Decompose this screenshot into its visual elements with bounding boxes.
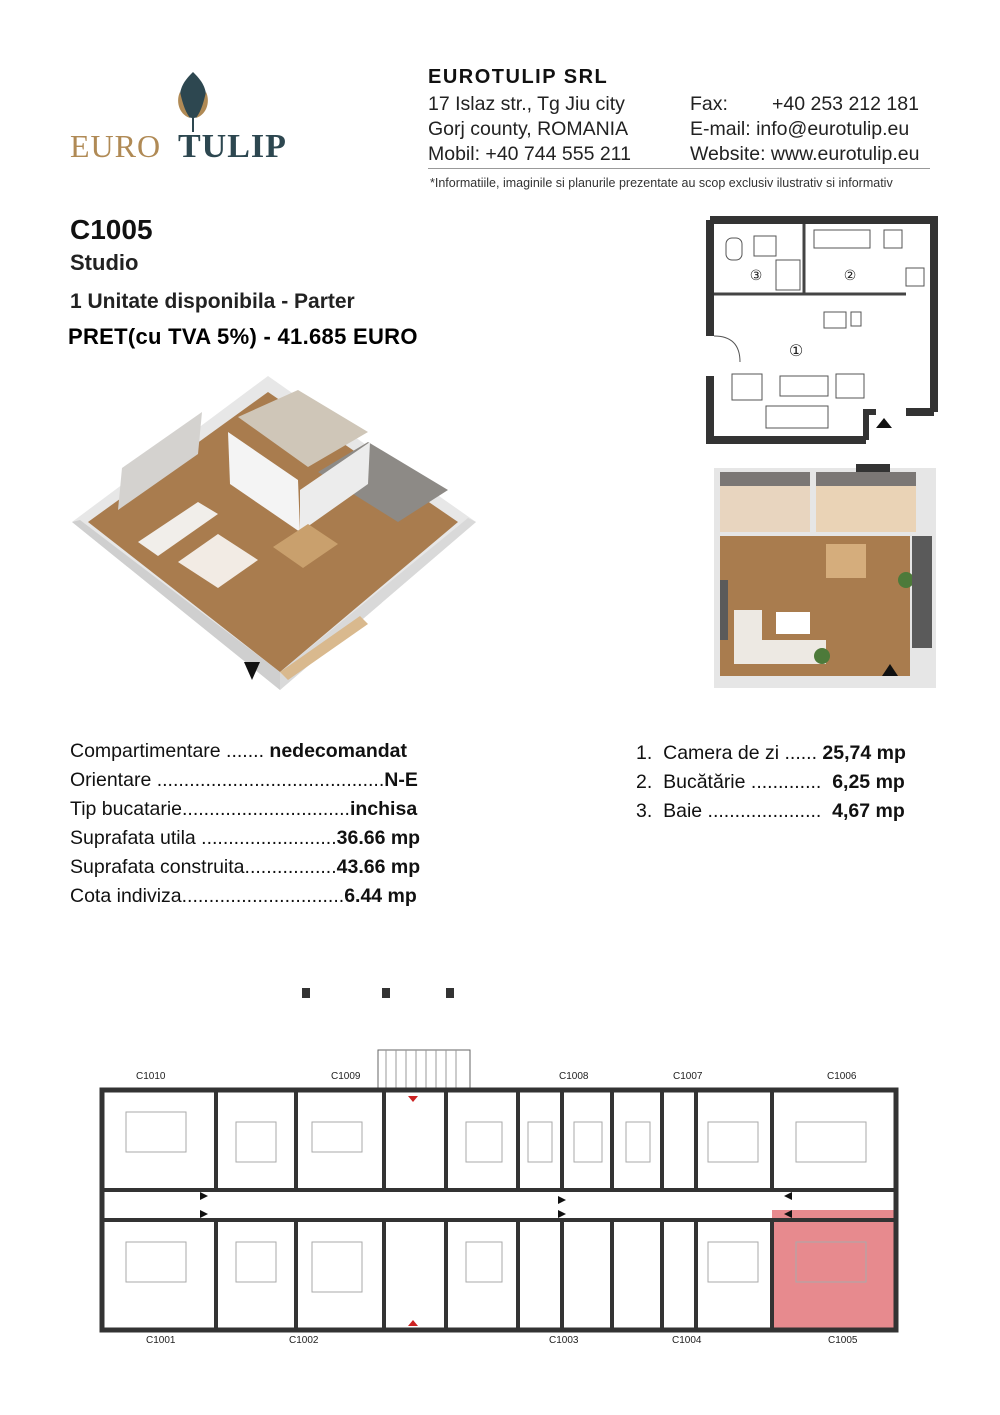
spec-value: N-E [384,769,418,791]
room-label: Camera de zi [663,742,780,764]
room-camera-de-zi [636,742,906,765]
spec-suprafata-construita [70,856,420,879]
spec-label: Suprafata utila [70,827,202,849]
spec-dots: .............................. [181,885,345,907]
spec-dots: ......................... [201,827,337,849]
spec-label: Tip bucatarie [70,798,183,820]
unit-type: Studio [70,250,139,275]
spec-orientare [70,769,418,792]
site-label-c1008: C1008 [559,1071,589,1082]
spec-value: 6.44 mp [344,885,417,907]
floorplan-marker-2: ② [843,268,857,284]
room-value: 25,74 mp [822,742,906,764]
logo-text-euro: EURO [70,128,162,164]
spec-cota-indiviza [70,885,417,908]
site-label-c1009: C1009 [331,1071,361,1082]
site-label-c1001: C1001 [146,1335,176,1346]
spec-value: nedecomandat [269,740,408,762]
spec-suprafata-utila [70,827,420,850]
site-label-c1006: C1006 [827,1071,857,1082]
floor-plan-2d [706,216,938,444]
apartment-topview-render [706,460,938,690]
site-label-c1007: C1007 [673,1071,703,1082]
spec-dots: .......................................... [156,769,385,791]
spec-value: 36.66 mp [336,827,421,849]
spec-compartimentare [70,740,407,763]
spec-value: inchisa [349,798,418,820]
unit-price: PRET(cu TVA 5%) - 41.685 EURO [68,324,418,349]
header-divider [428,168,930,169]
room-baie [636,800,905,823]
company-mobile: Mobil: +40 744 555 211 [428,143,631,165]
room-num: 2. [636,771,653,793]
floorplan-marker-1: ① [788,341,804,360]
company-website: Website: www.eurotulip.eu [690,143,920,165]
room-dots: ...... [779,742,823,764]
spec-label: Suprafata construita [70,856,245,878]
spec-tip-bucatarie [70,798,417,821]
spec-label: Compartimentare [70,740,221,762]
highlight-c1005 [772,1210,896,1330]
company-address-line1: 17 Islaz str., Tg Jiu city [428,93,625,115]
room-num: 1. [636,742,653,764]
company-name: EUROTULIP SRL [428,66,609,88]
room-num: 3. [636,800,653,822]
spec-label: Cota indiviza [70,885,182,907]
disclaimer: *Informatiile, imaginile si planurile prezentate au scop exclusiv ilustrativ si informativ [430,176,893,190]
site-label-c1003: C1003 [549,1335,579,1346]
company-email: E-mail: info@eurotulip.eu [690,118,910,140]
room-label: Baie [663,800,703,822]
site-label-c1005: C1005 [828,1335,858,1346]
company-fax-label: Fax: [690,93,728,115]
site-label-c1002: C1002 [289,1335,319,1346]
logo-text-tulip: TULIP [178,128,287,165]
unit-availability: 1 Unitate disponibila - Parter [70,290,355,313]
site-label-c1004: C1004 [672,1335,702,1346]
room-label: Bucătărie [663,771,746,793]
apartment-3d-render [68,372,480,694]
room-dots: ..................... [702,800,827,822]
floorplan-marker-3: ③ [749,268,763,284]
spec-dots: ....... [220,740,270,762]
spec-dots: ............................... [182,798,350,820]
site-label-c1010: C1010 [136,1071,166,1082]
building-site-plan [96,982,906,1352]
company-address-line2: Gorj county, ROMANIA [428,118,629,140]
room-dots: ............. [745,771,827,793]
room-value: 4,67 mp [832,800,905,822]
room-bucatarie [636,771,905,794]
spec-value: 43.66 mp [336,856,421,878]
company-logo [70,70,330,170]
spec-dots: ................. [244,856,337,878]
unit-code: C1005 [70,214,153,245]
tulip-icon [170,70,216,132]
company-fax-value: +40 253 212 181 [772,93,919,115]
spec-label: Orientare [70,769,157,791]
room-value: 6,25 mp [832,771,905,793]
